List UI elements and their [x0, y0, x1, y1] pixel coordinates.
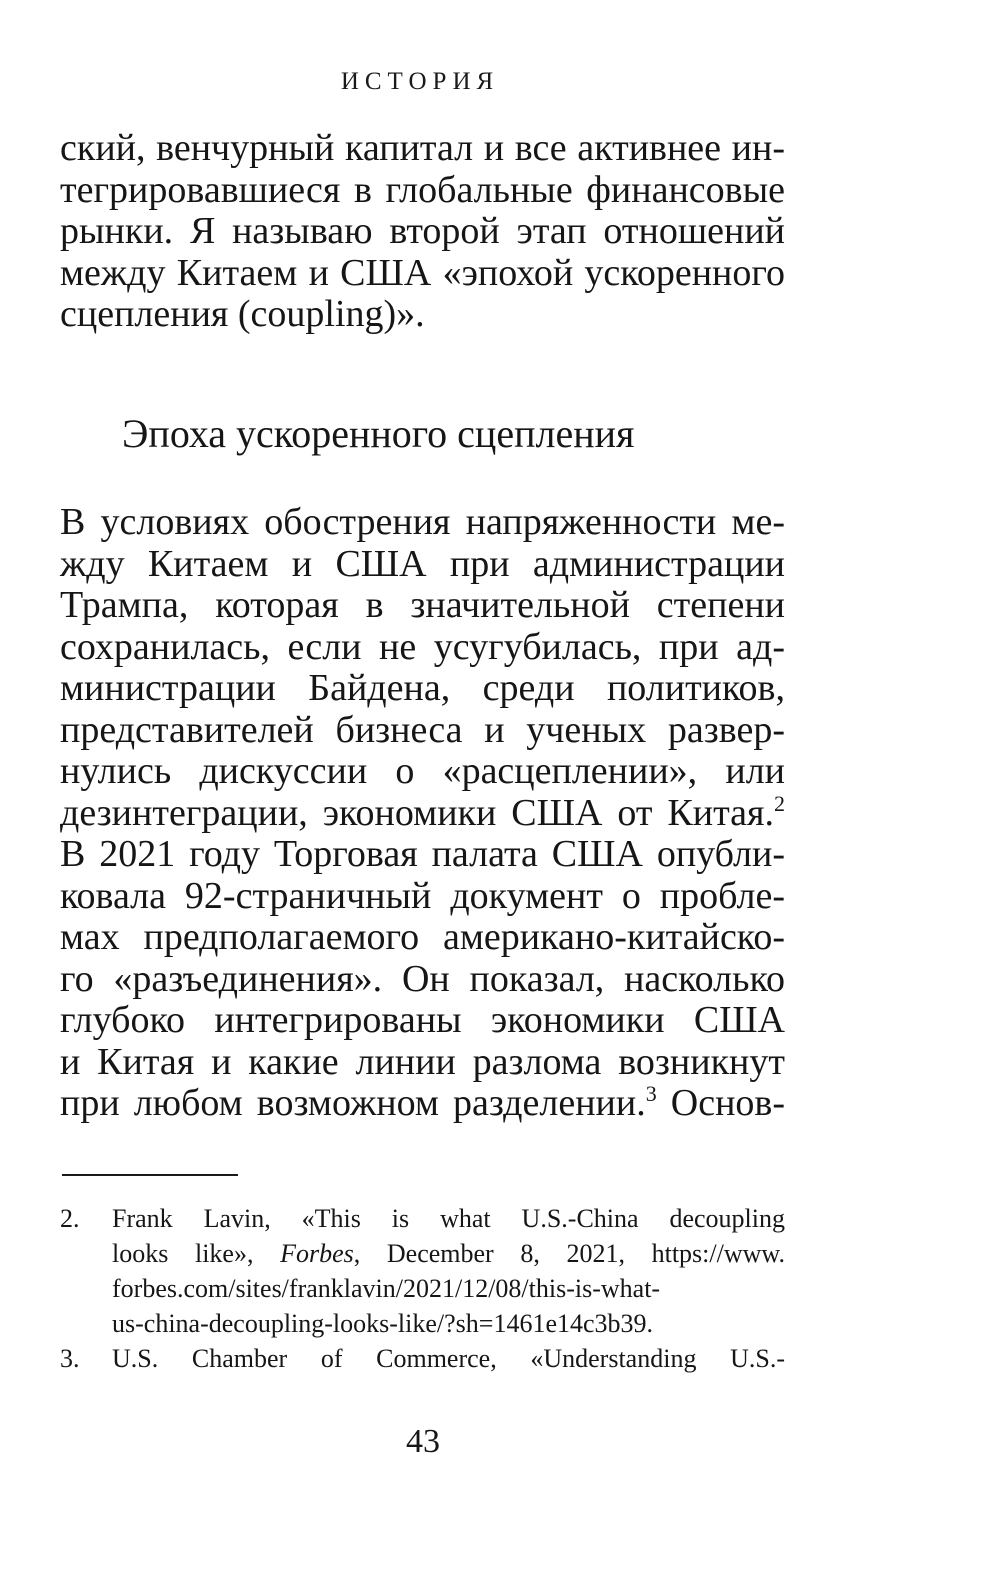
text-line: между Китаем и США «эпохой ускоренного — [60, 251, 785, 294]
footnote-line — [112, 1236, 785, 1271]
publication-title: Forbes — [280, 1239, 354, 1268]
intro-paragraph — [60, 128, 785, 336]
text-line: министрации Байдена, среди политиков, — [60, 667, 785, 709]
text-line: го «разъединения». Он показал, насколько — [60, 957, 785, 1000]
footnote-line: U.S. Chamber of Commerce, «Understanding U.S.- — [112, 1344, 785, 1373]
line-text: при любом возможном разделении. — [60, 1082, 646, 1124]
section-heading: Эпоха ускоренного сцепления — [122, 411, 635, 456]
footnote-line: Frank Lavin, «This is what U.S.-China decoupling — [112, 1204, 785, 1233]
footnotes — [60, 1201, 785, 1376]
footnote-text: looks like», — [112, 1239, 281, 1268]
text-line: жду Китаем и США при администрации — [60, 542, 785, 585]
text-line: представителей бизнеса и ученых развер- — [60, 708, 785, 751]
line-text: дезинтеграции, экономики США от Китая. — [60, 791, 774, 834]
text-line: нулись дискуссии о «расцеплении», или — [60, 750, 785, 792]
running-head: ИСТОРИЯ — [340, 68, 500, 95]
text-line: тегрировавшиеся в глобальные финансовые — [60, 168, 785, 211]
text-line: рынки. Я называю второй этап отношений — [60, 210, 785, 252]
footnote-ref-3[interactable]: 3 — [645, 1081, 657, 1106]
text-line: мах предполагаемого американо-китайско- — [60, 916, 785, 958]
text-line: сохранилась, если не усугубилась, при ад- — [60, 625, 785, 668]
text-line — [60, 790, 785, 835]
footnote-ref-2[interactable]: 2 — [774, 790, 785, 816]
text-line: Трампа, которая в значительной степени — [60, 584, 785, 626]
text-line: В 2021 году Торговая палата США опубли- — [60, 833, 785, 875]
main-paragraph — [60, 502, 785, 1125]
text-line: ский, венчурный капитал и все активнее ин- — [60, 127, 785, 169]
text-line: и Китая и какие линии разлома возникнут — [60, 1040, 785, 1083]
footnote-number: 3. — [60, 1344, 80, 1373]
footnote-divider — [62, 1174, 238, 1176]
text-line: глубоко интегрированы экономики США — [60, 999, 785, 1041]
text-line: В условиях обострения напряженности ме- — [60, 501, 785, 543]
footnote-url-line[interactable]: forbes.com/sites/franklavin/2021/12/08/this-is-what- — [112, 1274, 661, 1303]
line-text-tail: Основ- — [656, 1082, 786, 1124]
page-number: 43 — [406, 1423, 440, 1460]
footnote-url-line[interactable]: us-china-decoupling-looks-like/?sh=1461e14c3b39. — [112, 1309, 654, 1338]
footnote-2 — [60, 1201, 785, 1341]
footnote-number: 2. — [60, 1204, 80, 1233]
text-line — [60, 1083, 785, 1125]
text-line: ковала 92-страничный документ о пробле- — [60, 874, 785, 917]
footnote-3 — [60, 1341, 785, 1376]
footnote-text: , December 8, 2021, https://www. — [353, 1239, 785, 1268]
text-line: сцепления (coupling)». — [60, 293, 425, 335]
